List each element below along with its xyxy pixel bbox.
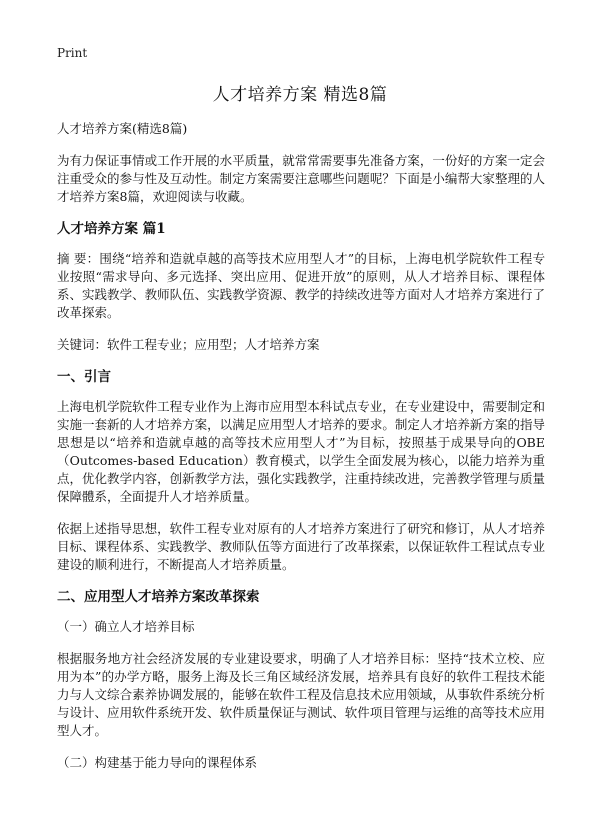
page-title: 人才培养方案 精选8篇 [212, 85, 388, 105]
introduction-paragraph-2: 依据上述指导思想，软件工程专业对原有的人才培养方案进行了研究和修订，从人才培养目标、课程体系、实践教学、教师队伍等方面进行了改革探索，以保证软件工程试点专业建设的顺利进行，不断提高人才培养质量。 [57, 521, 545, 572]
abstract-paragraph: 摘 要：围绕“培养和造就卓越的高等技术应用型人才”的目标，上海电机学院软件工程专业按照“需求导向、多元选择、突出应用、促进开放”的原则，从人才培养目标、课程体系、实践教学、教师队伍、实践教学资源、教学的持续改进等方面对人才培养方案进行了改革探索。 [57, 251, 545, 320]
subheading-goals: （一）确立人才培养目标 [57, 619, 195, 634]
section-heading-1: 人才培养方案 篇1 [57, 221, 166, 237]
goals-paragraph: 根据服务地方社会经济发展的专业建设要求，明确了人才培养目标：坚持“技术立校、应用为本”的办学方略，服务上海及长三角区域经济发展，培养具有良好的软件工程技术能力与人文综合素养协调发展的，能够在软件工程及信息技术应用领域，从事软件系统分析与设计、应用软件系统开发、软件质量保证与测试、软件项目管理与运维的高等技术应用型人才。 [57, 651, 545, 738]
keywords-line: 关键词：软件工程专业；应用型；人才培养方案 [57, 337, 320, 352]
heading-introduction: 一、引言 [57, 369, 111, 385]
subheading-curriculum: （二）构建基于能力导向的课程体系 [57, 755, 258, 770]
heading-reform: 二、应用型人才培养方案改革探索 [57, 589, 260, 605]
intro-paragraph: 为有力保证事情或工作开展的水平质量，就常常需要事先准备方案，一份好的方案一定会注重受众的参与性及互动性。制定方案需要注意哪些问题呢？下面是小编帮大家整理的人才培养方案8篇，欢迎阅读与收藏。 [57, 153, 545, 204]
doc-subtitle: 人才培养方案(精选8篇) [57, 121, 188, 136]
introduction-paragraph-1: 上海电机学院软件工程专业作为上海市应用型本科试点专业，在专业建设中，需要制定和实施一套新的人才培养方案，以满足应用型人才培养的要求。制定人才培养新方案的指导思想是以“培养和造就卓越的高等技术应用型人才”为目标，按照基于成果导向的OBE（Outcomes-based Education）教育模式，以学生全面发展为核心，以能力培养为重点，优化教学内容，创新教学方法，强化实践教学，注重持续改进，完善教学管理与质量保障體系，全面提升人才培养质量。 [57, 399, 545, 504]
print-link[interactable]: Print [57, 46, 88, 60]
document-body [57, 120, 545, 786]
